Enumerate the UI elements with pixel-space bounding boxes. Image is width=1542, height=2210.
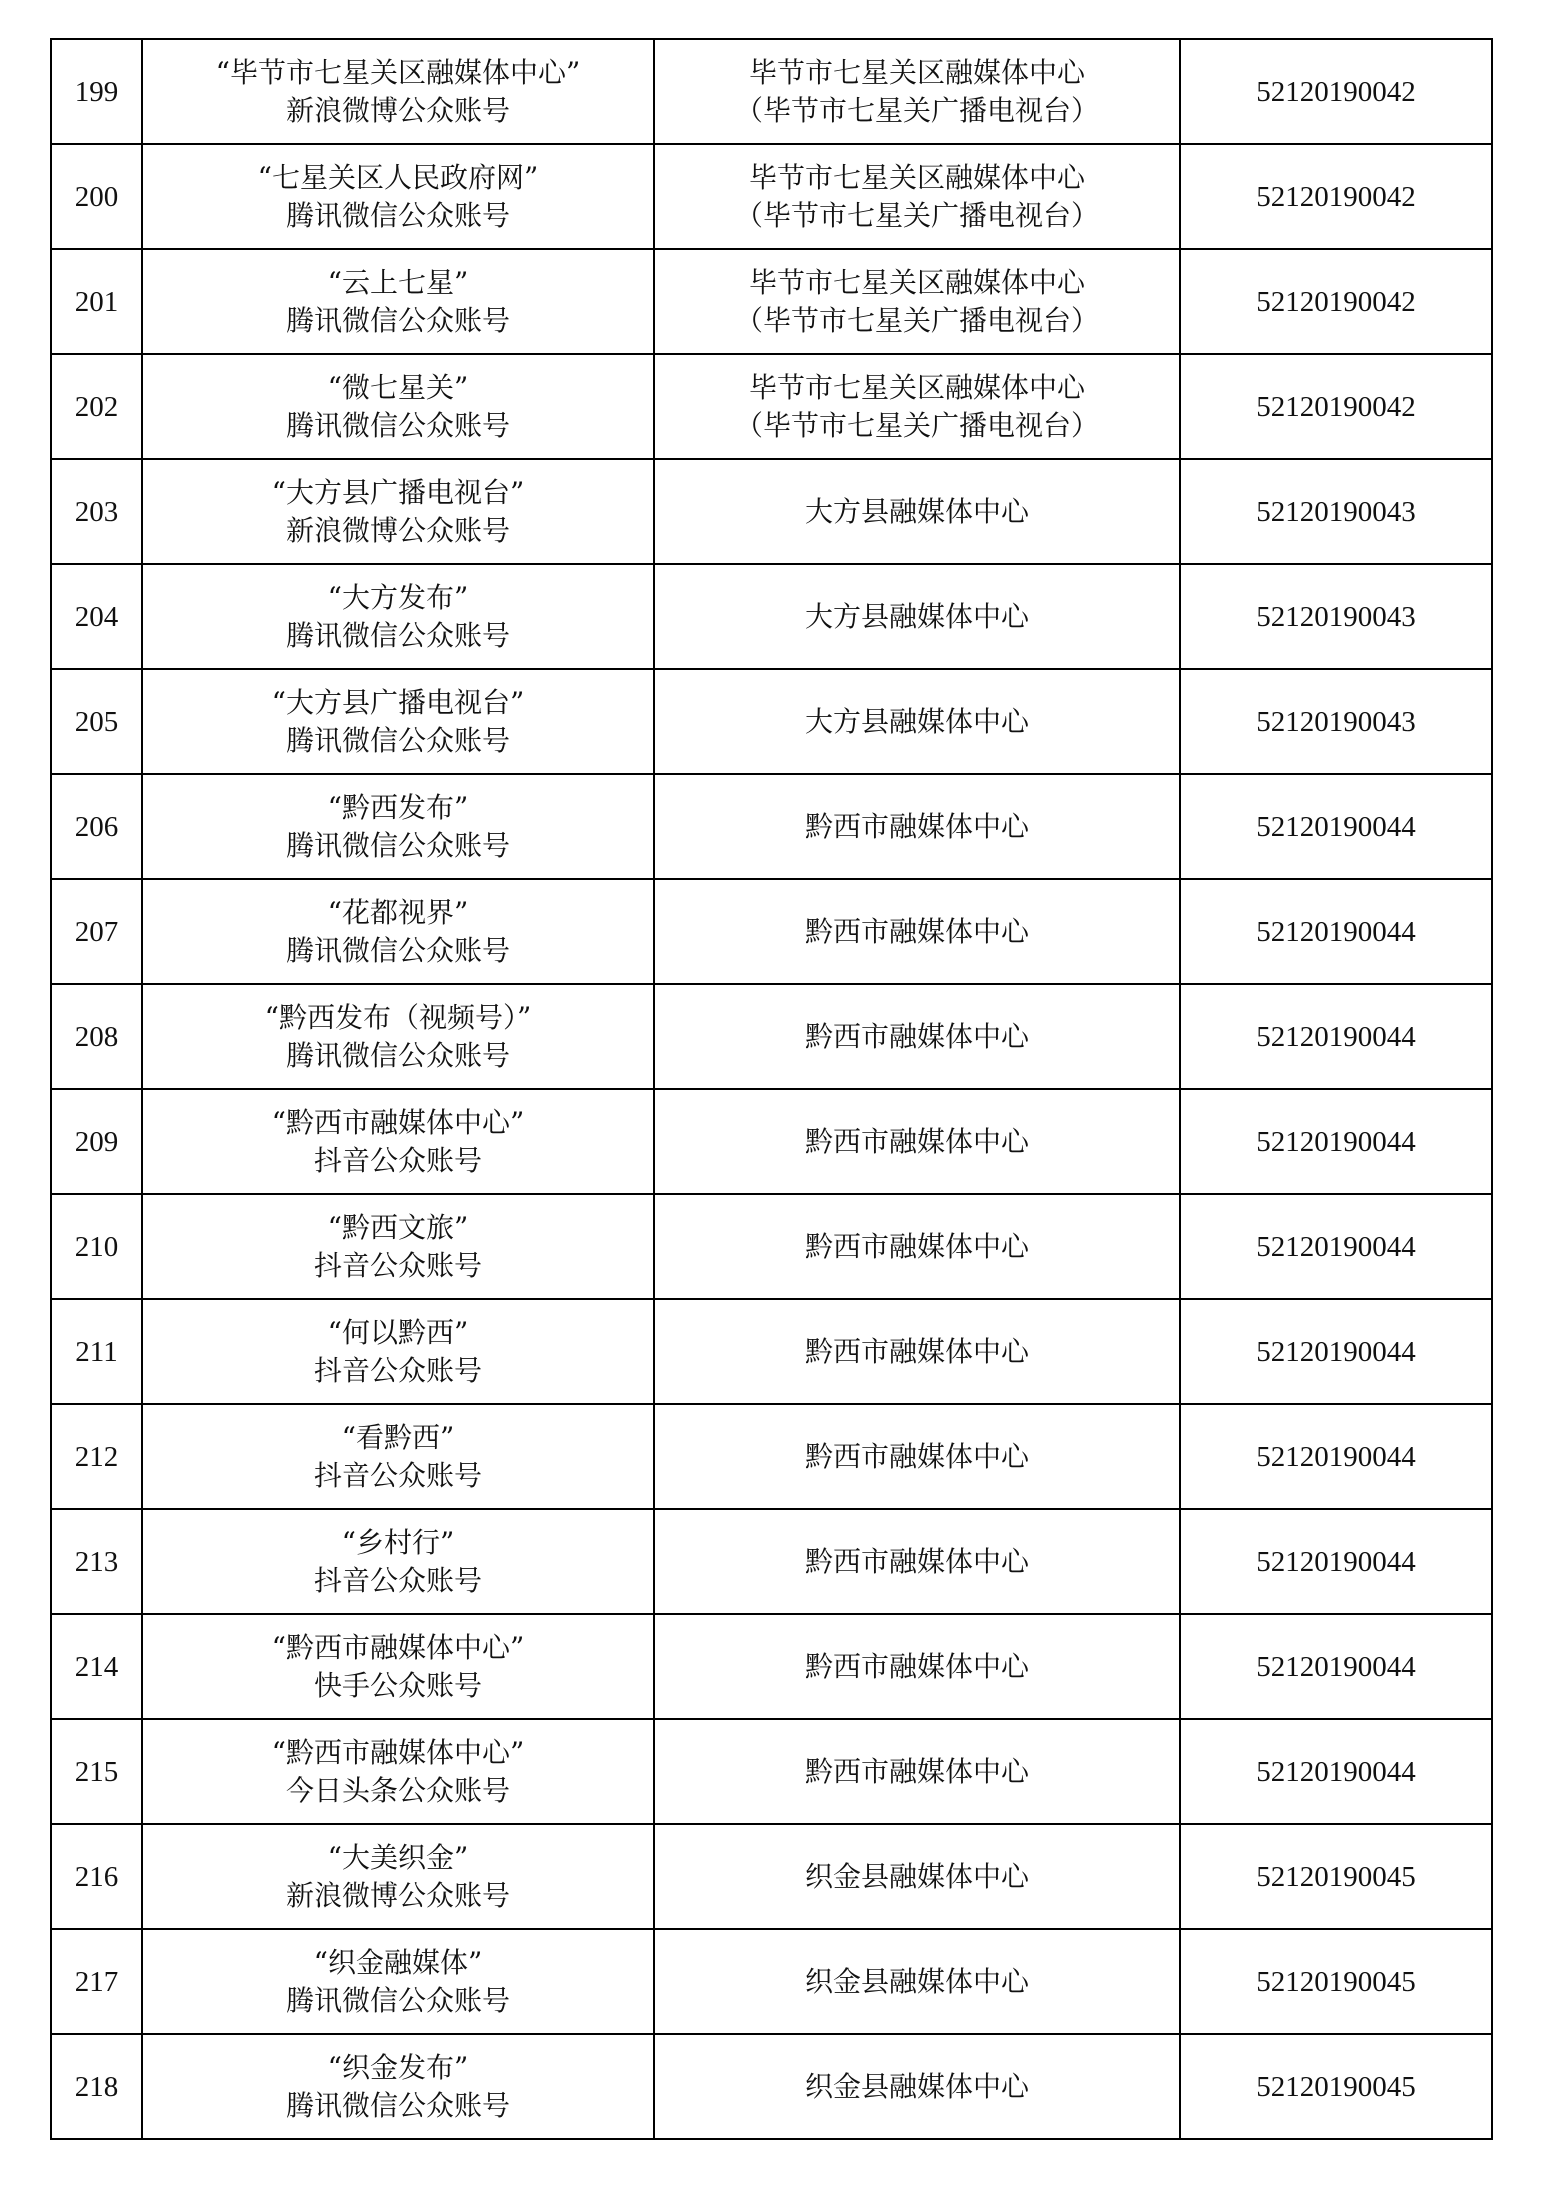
organization-cell: [654, 354, 1180, 459]
organization-cell: [654, 984, 1180, 1089]
organization-name: 黔西市融媒体中心: [804, 1334, 1029, 1368]
table-row: [51, 1404, 1492, 1509]
organization-cell: [654, 39, 1180, 144]
account-cell: [142, 564, 654, 669]
organization-name: 毕节市七星关区融媒体中心: [748, 265, 1085, 299]
table-row: [51, 354, 1492, 459]
license-code: 52120190042: [1180, 249, 1492, 354]
account-cell: [142, 1299, 654, 1404]
registry-table: [50, 38, 1493, 2140]
account-cell: [142, 459, 654, 564]
license-code: 52120190043: [1180, 669, 1492, 774]
organization-alias: （毕节市七星关广播电视台）: [734, 408, 1099, 442]
account-platform: 新浪微博公众账号: [285, 1878, 510, 1912]
account-name: “云上七星”: [327, 265, 469, 299]
account-cell: [142, 669, 654, 774]
row-number: 211: [51, 1299, 142, 1404]
account-name: “看黔西”: [341, 1420, 455, 1454]
organization-cell: [654, 249, 1180, 354]
account-platform: 抖音公众账号: [313, 1458, 482, 1492]
organization-alias: （毕节市七星关广播电视台）: [734, 93, 1099, 127]
organization-name: 毕节市七星关区融媒体中心: [748, 160, 1085, 194]
license-code: 52120190042: [1180, 144, 1492, 249]
account-cell: [142, 1509, 654, 1614]
account-name: “微七星关”: [327, 370, 469, 404]
account-name: “黔西发布（视频号）”: [264, 1000, 532, 1034]
account-cell: [142, 354, 654, 459]
row-number: 201: [51, 249, 142, 354]
organization-cell: [654, 1929, 1180, 2034]
row-number: 202: [51, 354, 142, 459]
organization-cell: [654, 1194, 1180, 1299]
row-number: 200: [51, 144, 142, 249]
account-cell: [142, 1929, 654, 2034]
license-code: 52120190043: [1180, 564, 1492, 669]
account-name: “黔西市融媒体中心”: [271, 1105, 525, 1139]
account-name: “黔西市融媒体中心”: [271, 1735, 525, 1769]
license-code: 52120190044: [1180, 1194, 1492, 1299]
table-row: [51, 1929, 1492, 2034]
account-platform: 新浪微博公众账号: [285, 93, 510, 127]
table-row: [51, 2034, 1492, 2139]
account-cell: [142, 1404, 654, 1509]
account-platform: 腾讯微信公众账号: [285, 828, 510, 862]
row-number: 217: [51, 1929, 142, 2034]
row-number: 204: [51, 564, 142, 669]
license-code: 52120190045: [1180, 1824, 1492, 1929]
organization-cell: [654, 1404, 1180, 1509]
organization-name: 黔西市融媒体中心: [804, 1544, 1029, 1578]
table-row: [51, 144, 1492, 249]
account-name: “黔西发布”: [327, 790, 469, 824]
table-row: [51, 564, 1492, 669]
row-number: 216: [51, 1824, 142, 1929]
license-code: 52120190044: [1180, 984, 1492, 1089]
organization-cell: [654, 1614, 1180, 1719]
license-code: 52120190044: [1180, 1404, 1492, 1509]
account-platform: 抖音公众账号: [313, 1143, 482, 1177]
license-code: 52120190044: [1180, 879, 1492, 984]
row-number: 212: [51, 1404, 142, 1509]
account-cell: [142, 879, 654, 984]
organization-name: 大方县融媒体中心: [804, 599, 1029, 633]
organization-name: 黔西市融媒体中心: [804, 1019, 1029, 1053]
table-row: [51, 1299, 1492, 1404]
account-platform: 抖音公众账号: [313, 1563, 482, 1597]
account-platform: 腾讯微信公众账号: [285, 1038, 510, 1072]
organization-name: 大方县融媒体中心: [804, 704, 1029, 738]
organization-name: 织金县融媒体中心: [804, 1964, 1029, 1998]
organization-cell: [654, 669, 1180, 774]
account-cell: [142, 1719, 654, 1824]
account-platform: 今日头条公众账号: [285, 1773, 510, 1807]
account-cell: [142, 1824, 654, 1929]
account-name: “乡村行”: [341, 1525, 455, 1559]
license-code: 52120190045: [1180, 1929, 1492, 2034]
organization-name: 织金县融媒体中心: [804, 1859, 1029, 1893]
license-code: 52120190045: [1180, 2034, 1492, 2139]
account-name: “花都视界”: [327, 895, 469, 929]
table-body: [51, 39, 1492, 2139]
account-platform: 腾讯微信公众账号: [285, 2088, 510, 2122]
account-name: “黔西市融媒体中心”: [271, 1630, 525, 1664]
organization-cell: [654, 879, 1180, 984]
organization-name: 毕节市七星关区融媒体中心: [748, 370, 1085, 404]
organization-alias: （毕节市七星关广播电视台）: [734, 198, 1099, 232]
organization-name: 黔西市融媒体中心: [804, 914, 1029, 948]
organization-alias: （毕节市七星关广播电视台）: [734, 303, 1099, 337]
account-platform: 腾讯微信公众账号: [285, 408, 510, 442]
table-row: [51, 879, 1492, 984]
account-platform: 新浪微博公众账号: [285, 513, 510, 547]
account-name: “织金融媒体”: [313, 1945, 483, 1979]
account-platform: 抖音公众账号: [313, 1248, 482, 1282]
table-row: [51, 459, 1492, 564]
table-row: [51, 1194, 1492, 1299]
row-number: 208: [51, 984, 142, 1089]
account-platform: 腾讯微信公众账号: [285, 618, 510, 652]
account-platform: 腾讯微信公众账号: [285, 933, 510, 967]
account-platform: 腾讯微信公众账号: [285, 1983, 510, 2017]
account-platform: 抖音公众账号: [313, 1353, 482, 1387]
organization-name: 黔西市融媒体中心: [804, 1649, 1029, 1683]
row-number: 210: [51, 1194, 142, 1299]
license-code: 52120190044: [1180, 1719, 1492, 1824]
account-name: “织金发布”: [327, 2050, 469, 2084]
account-cell: [142, 1089, 654, 1194]
organization-name: 黔西市融媒体中心: [804, 1124, 1029, 1158]
account-name: “毕节市七星关区融媒体中心”: [215, 55, 581, 89]
row-number: 218: [51, 2034, 142, 2139]
account-name: “大方县广播电视台”: [271, 685, 525, 719]
organization-cell: [654, 1824, 1180, 1929]
organization-name: 黔西市融媒体中心: [804, 1754, 1029, 1788]
organization-cell: [654, 459, 1180, 564]
table-row: [51, 249, 1492, 354]
account-cell: [142, 1194, 654, 1299]
table-row: [51, 669, 1492, 774]
account-cell: [142, 984, 654, 1089]
account-platform: 腾讯微信公众账号: [285, 303, 510, 337]
organization-name: 大方县融媒体中心: [804, 494, 1029, 528]
account-name: “大美织金”: [327, 1840, 469, 1874]
row-number: 205: [51, 669, 142, 774]
license-code: 52120190044: [1180, 1614, 1492, 1719]
account-name: “七星关区人民政府网”: [257, 160, 539, 194]
table-row: [51, 1509, 1492, 1614]
account-name: “黔西文旅”: [327, 1210, 469, 1244]
table-row: [51, 1719, 1492, 1824]
organization-cell: [654, 1299, 1180, 1404]
table-row: [51, 1824, 1492, 1929]
table-row: [51, 1089, 1492, 1194]
organization-name: 黔西市融媒体中心: [804, 1439, 1029, 1473]
license-code: 52120190044: [1180, 774, 1492, 879]
organization-name: 黔西市融媒体中心: [804, 809, 1029, 843]
organization-cell: [654, 144, 1180, 249]
account-cell: [142, 249, 654, 354]
organization-cell: [654, 564, 1180, 669]
row-number: 214: [51, 1614, 142, 1719]
row-number: 203: [51, 459, 142, 564]
account-cell: [142, 39, 654, 144]
account-cell: [142, 2034, 654, 2139]
organization-name: 毕节市七星关区融媒体中心: [748, 55, 1085, 89]
row-number: 199: [51, 39, 142, 144]
account-name: “何以黔西”: [327, 1315, 469, 1349]
account-cell: [142, 774, 654, 879]
organization-cell: [654, 1509, 1180, 1614]
account-platform: 快手公众账号: [313, 1668, 482, 1702]
license-code: 52120190042: [1180, 354, 1492, 459]
account-cell: [142, 1614, 654, 1719]
row-number: 215: [51, 1719, 142, 1824]
license-code: 52120190043: [1180, 459, 1492, 564]
account-platform: 腾讯微信公众账号: [285, 198, 510, 232]
table-row: [51, 984, 1492, 1089]
organization-cell: [654, 1719, 1180, 1824]
account-name: “大方县广播电视台”: [271, 475, 525, 509]
license-code: 52120190044: [1180, 1509, 1492, 1614]
row-number: 209: [51, 1089, 142, 1194]
row-number: 206: [51, 774, 142, 879]
table-row: [51, 1614, 1492, 1719]
account-name: “大方发布”: [327, 580, 469, 614]
organization-cell: [654, 774, 1180, 879]
organization-cell: [654, 1089, 1180, 1194]
table-row: [51, 39, 1492, 144]
row-number: 207: [51, 879, 142, 984]
organization-cell: [654, 2034, 1180, 2139]
table-row: [51, 774, 1492, 879]
license-code: 52120190044: [1180, 1089, 1492, 1194]
organization-name: 织金县融媒体中心: [804, 2069, 1029, 2103]
account-cell: [142, 144, 654, 249]
account-platform: 腾讯微信公众账号: [285, 723, 510, 757]
license-code: 52120190042: [1180, 39, 1492, 144]
row-number: 213: [51, 1509, 142, 1614]
organization-name: 黔西市融媒体中心: [804, 1229, 1029, 1263]
license-code: 52120190044: [1180, 1299, 1492, 1404]
